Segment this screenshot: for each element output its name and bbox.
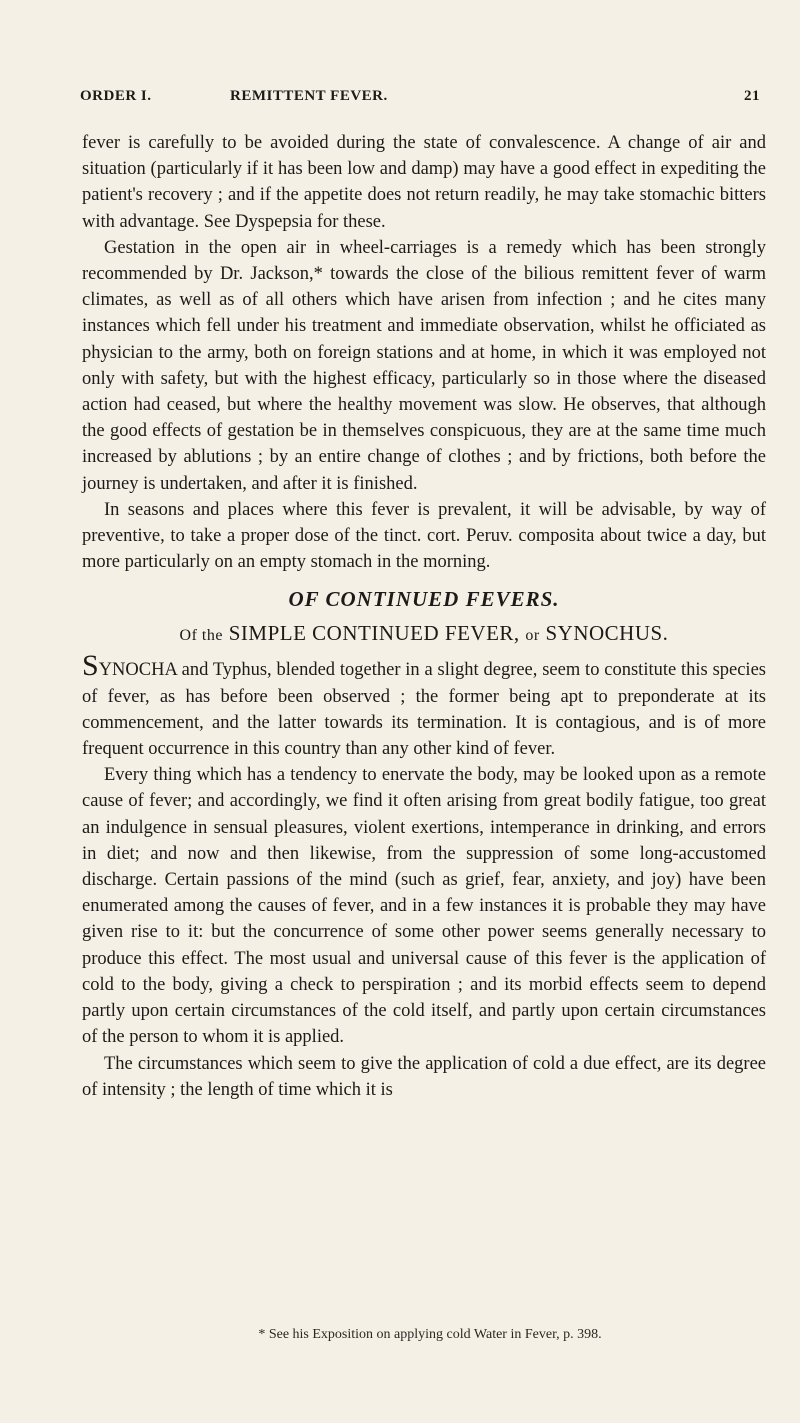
chapter-subheading	[82, 619, 766, 650]
running-head	[80, 88, 760, 112]
footnote: * See his Exposition on applying cold Water in Fever, p. 398.	[258, 1327, 602, 1342]
subheading-alt: SYNOCHUS.	[545, 621, 669, 646]
paragraph-synocha-text: YNOCHA and Typhus, blended together in a slight degree, seem to constitute this species of fever, as has before been observed ; the former being apt to preponderate at its commencement, and the latter towards its termination. It is contagious, and is of more frequent occurrence in this country than any other kind of fever.	[82, 660, 766, 760]
body-text	[82, 130, 766, 1103]
subheading-title: SIMPLE CONTINUED FEVER,	[228, 621, 520, 646]
subheading-connector: or	[525, 627, 540, 645]
page-number: 21	[744, 88, 760, 104]
drop-cap: S	[82, 649, 99, 683]
paragraph-causes: Every thing which has a tendency to enervate the body, may be looked upon as a remote cause of fever; and accordingly, we find it often arising from great bodily fatigue, too great an indulgence in sensual pleasures, violent exertions, intemperance in drinking, and errors in diet; and now and then likewise, from the suppression of some long-accustomed discharge. Certain passions of the mind (such as grief, fear, anxiety, and joy) have been enumerated among the causes of fever, and in a few instances it is probable they may have given rise to it: but the concurrence of some other power seems generally necessary to produce this effect. The most usual and universal cause of this fever is the application of cold to the body, giving a check to perspiration ; and its morbid effects seem to depend partly upon certain circumstances of the cold itself, and partly upon certain circumstances of the person to whom it is applied.	[82, 765, 766, 1048]
paragraph-synocha	[82, 649, 766, 762]
section-heading: OF CONTINUED FEVERS.	[288, 587, 560, 612]
running-head-title: REMITTENT FEVER.	[230, 88, 388, 104]
running-head-order: ORDER I.	[80, 88, 152, 104]
paragraph-circumstances: The circumstances which seem to give the application of cold a due effect, are its degree of intensity ; the length of time which it is	[82, 1053, 766, 1100]
paragraph-gestation: Gestation in the open air in wheel-carriages is a remedy which has been strongly recommended by Dr. Jackson,* towards the close of the bilious remittent fever of warm climates, as well as of all others which have arisen from infection ; and he cites many instances which fell under his treatment and immediate observation, whilst he officiated as physician to the army, both on foreign stations and at home, in which it was employed not only with safety, but with the highest efficacy, particularly so in those where the diseased action had ceased, but where the healthy movement was slow. He observes, that although the good effects of gestation be in themselves conspicuous, they are at the same time much increased by ablutions ; by an entire change of clothes ; and by frictions, both before the journey is undertaken, and after it is finished.	[82, 237, 766, 494]
paragraph-preventive: In seasons and places where this fever is prevalent, it will be advisable, by way of preventive, to take a proper dose of the tinct. cort. Peruv. composita about twice a day, but more particularly on an empty stomach in the morning.	[82, 499, 766, 573]
subheading-prefix: Of the	[179, 627, 223, 645]
paragraph-convalescence: fever is carefully to be avoided during the state of convalescence. A change of air and situation (particularly if it has been low and damp) may have a good effect in expediting the patient's recovery ; and if the appetite does not return readily, he may take stomachic bitters with advantage. See Dyspepsia for these.	[82, 133, 766, 232]
